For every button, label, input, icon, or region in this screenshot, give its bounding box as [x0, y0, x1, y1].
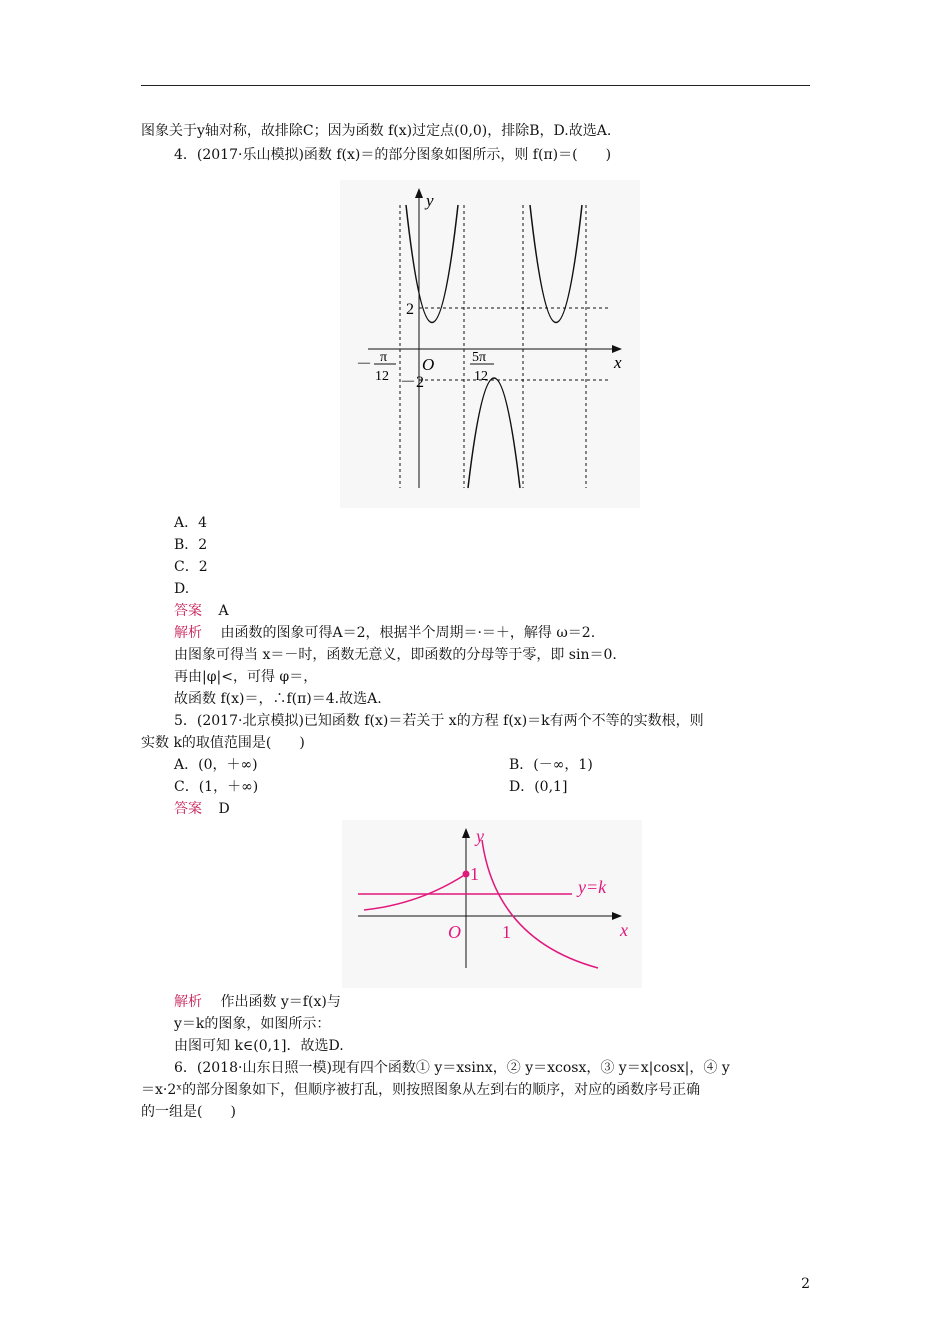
tick-label-y-1: 1: [470, 864, 479, 884]
header-rule: [141, 85, 810, 86]
answer-5: [174, 800, 230, 818]
figure-1-graph: [340, 180, 640, 508]
explanation-text: 作出函数 y＝f(x)与: [220, 994, 341, 1010]
figure-2-graph: [342, 820, 642, 988]
option-5D: D．(0,1]: [509, 779, 568, 795]
tick-label-2: 2: [406, 301, 414, 318]
twelve-denominator-2: 12: [474, 369, 488, 384]
explanation-line: 故函数 f(x)＝，∴f(π)＝4.故选A.: [174, 691, 382, 707]
explanation-line: y＝k的图象，如图所示：: [174, 1016, 331, 1032]
text-line: 图象关于y轴对称，故排除C；因为函数 f(x)过定点(0,0)，排除B，D.故选A.: [141, 123, 612, 139]
explanation-line: 再由|φ|<，可得 φ＝，: [174, 669, 318, 685]
option-4B: B．2: [174, 537, 208, 553]
y-axis-label: y: [426, 191, 434, 210]
question-4: 4．(2017·乐山模拟)函数 f(x)＝的部分图象如图所示，则 f(π)＝( ): [174, 147, 612, 163]
origin-label: O: [448, 922, 461, 942]
twelve-denominator: 12: [375, 369, 389, 384]
explanation-5: [174, 993, 341, 1011]
explanation-label: 解析: [174, 625, 202, 641]
y-axis-label: y: [476, 826, 484, 846]
explanation-label: 解析: [174, 994, 202, 1010]
answer-label: 答案: [174, 603, 202, 619]
question-5: 5．(2017·北京模拟)已知函数 f(x)＝若关于 x的方程 f(x)＝k有两个不等的实数根，则: [174, 713, 704, 729]
explanation-line: 由图可知 k∈(0,1]．故选D.: [174, 1038, 344, 1054]
page-number: 2: [801, 1276, 810, 1292]
option-4A: A．4: [174, 515, 208, 531]
endpoint-dot: [463, 871, 470, 878]
pi-numerator: π: [380, 350, 388, 365]
option-5A: A．(0，＋∞): [174, 757, 258, 773]
five-pi-numerator: 5π: [472, 350, 487, 365]
origin-label: O: [422, 355, 435, 374]
explanation-4: [174, 624, 595, 642]
x-axis-label: x: [620, 920, 628, 940]
tick-label-x-1: 1: [502, 922, 511, 942]
answer-4: [174, 602, 229, 620]
question-6-cont: 的一组是( ): [141, 1104, 236, 1120]
answer-value: D: [218, 801, 230, 817]
tick-label-neg-2: －2: [400, 374, 425, 391]
question-6: 6．(2018·山东日照一模)现有四个函数① y＝xsinx，② y＝xcosx，③ y＝x|cosx|，④ y: [174, 1060, 730, 1076]
option-4D: D.: [174, 581, 190, 597]
line-label: y=k: [578, 877, 607, 897]
neg-sign: －: [356, 356, 373, 373]
question-6-cont: ＝x·2ˣ的部分图象如下，但顺序被打乱，则按照图象从左到右的顺序，对应的函数序号正确: [141, 1082, 701, 1098]
explanation-line: 由图象可得当 x＝－时，函数无意义，即函数的分母等于零，即 sin＝0.: [174, 647, 617, 663]
explanation-text: 由函数的图象可得A＝2，根据半个周期＝·＝＋，解得 ω＝2.: [220, 625, 596, 641]
answer-label: 答案: [174, 801, 202, 817]
option-4C: C．2: [174, 559, 208, 575]
answer-value: A: [218, 603, 229, 619]
x-axis-label: x: [614, 353, 622, 372]
question-5-cont: 实数 k的取值范围是( ): [141, 735, 305, 751]
option-5C: C．(1，＋∞): [174, 779, 259, 795]
option-5B: B．(－∞，1): [509, 757, 593, 773]
